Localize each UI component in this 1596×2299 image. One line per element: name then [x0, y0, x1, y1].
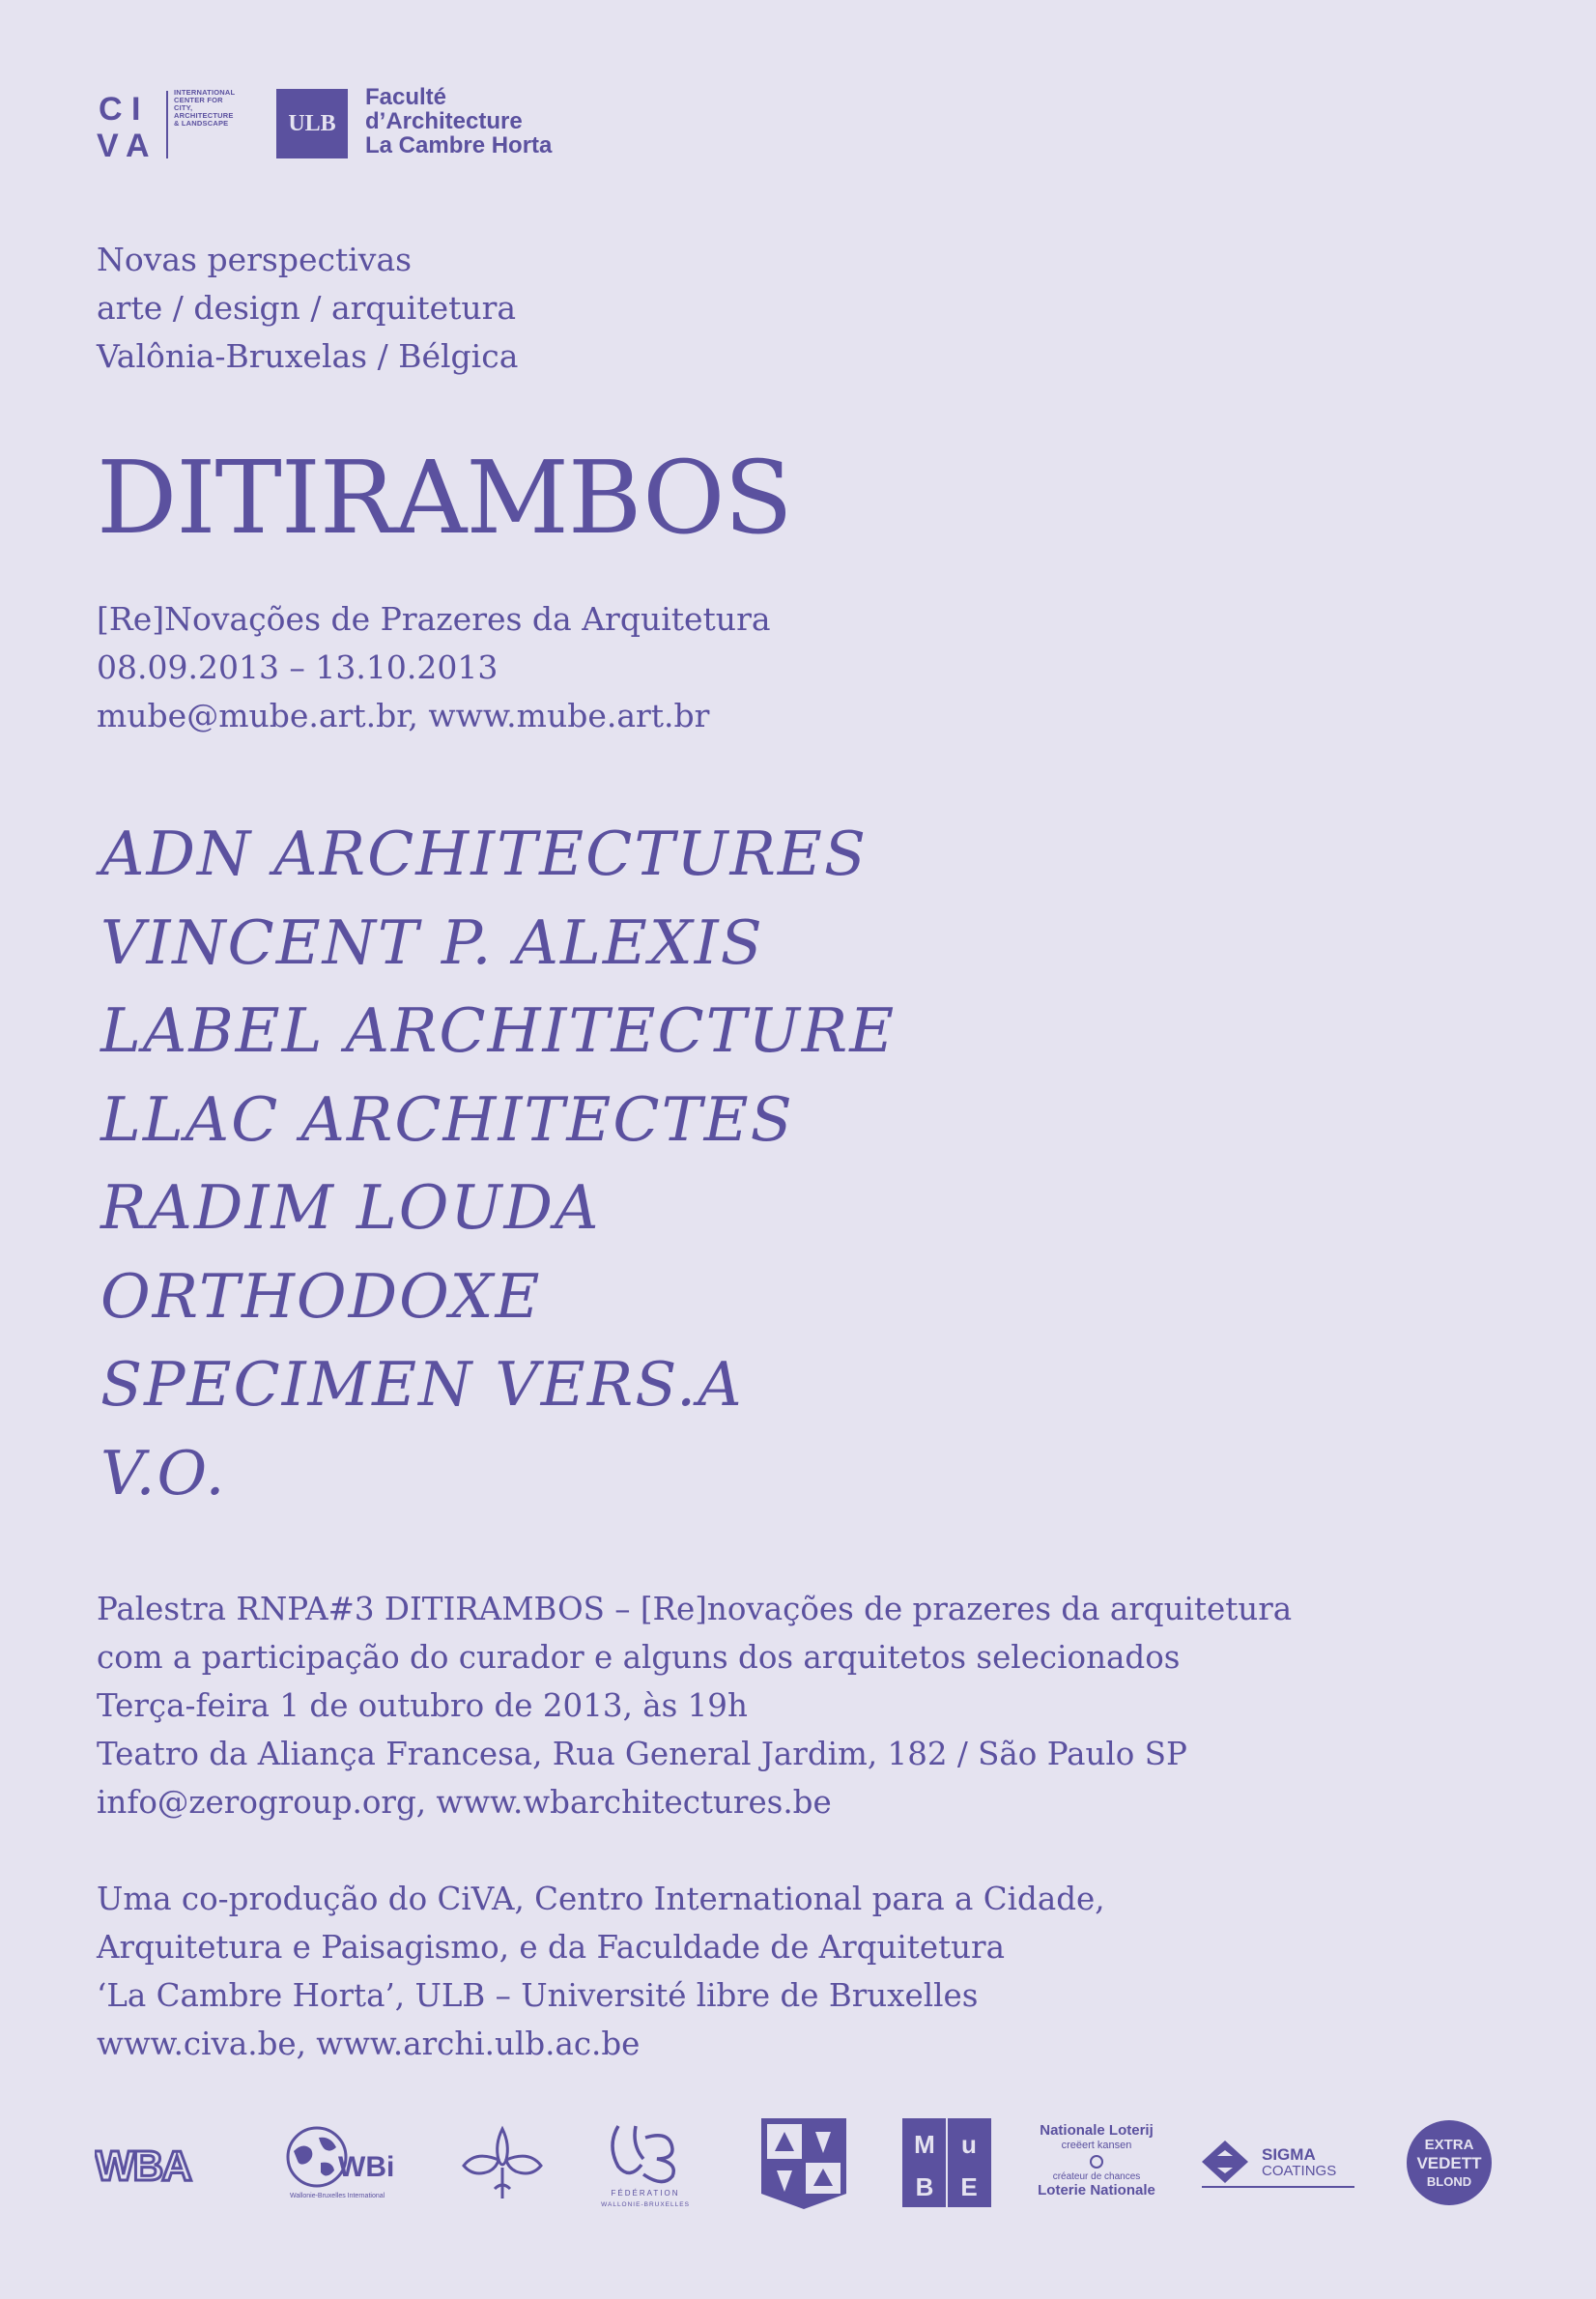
intro-line-2: arte / design / arquitetura [97, 289, 517, 327]
coproduction-line-2: Arquitetura e Paisagismo, e da Faculdade de Arquitetura [97, 1929, 1005, 1966]
coat-of-arms-logo [755, 2114, 852, 2211]
intro-block [97, 236, 518, 381]
loterij-line-2: creëert kansen [1061, 2140, 1132, 2151]
exhibition-details [97, 595, 771, 740]
architect-item: ORTHODOXE [100, 1260, 542, 1332]
vedett-line-3: BLOND [1426, 2174, 1472, 2189]
ulb-line-2: d’Architecture [365, 108, 523, 134]
lecture-line-2: com a participação do curador e alguns dos arquitetos selecionados [97, 1639, 1181, 1676]
vedett-line-2: VEDETT [1416, 2154, 1482, 2172]
loterij-line-4: Loterie Nationale [1038, 2182, 1155, 2198]
sigma-coatings-logo [1198, 2114, 1358, 2211]
lecture-contact[interactable]: info@zerogroup.org, www.wbarchitectures.be [97, 1784, 832, 1821]
architect-item: ADN ARCHITECTURES [100, 819, 869, 889]
lecture-line-3: Terça-feira 1 de outubro de 2013, às 19h [97, 1687, 748, 1724]
loterij-line-3: créateur de chances [1052, 2171, 1141, 2182]
ulb-line-3: La Cambre Horta [365, 132, 553, 158]
architect-list [100, 810, 896, 1517]
coproduction-line-3: ‘La Cambre Horta’, ULB – Université libre de Bruxelles [97, 1977, 979, 2014]
ulb-line-1: Faculté [365, 84, 447, 110]
civa-letter-c: C [99, 91, 123, 128]
mube-letter-m: M [914, 2130, 935, 2159]
coproduction-block [97, 1875, 1105, 2068]
iris-logo [456, 2114, 549, 2211]
federation-caption-1: FÉDÉRATION [611, 2189, 680, 2198]
intro-line-3: Valônia-Bruxelas / Bélgica [97, 337, 519, 375]
coproduction-line-1: Uma co-produção do CiVA, Centro International para a Cidade, [97, 1881, 1105, 1917]
sigma-line-1: SIGMA [1262, 2145, 1316, 2164]
architect-item: SPECIMEN VERS.A [100, 1349, 744, 1420]
nationale-loterij-logo [1038, 2114, 1155, 2211]
sigma-line-2: COATINGS [1262, 2163, 1337, 2179]
architect-item: LLAC ARCHITECTES [100, 1083, 794, 1155]
exhibition-subtitle: [Re]Novações de Prazeres da Arquitetura [97, 600, 771, 638]
federation-caption-2: WALLONIE-BRUXELLES [601, 2201, 690, 2208]
lecture-block [97, 1585, 1292, 1826]
architect-item: VINCENT P. ALEXIS [100, 906, 764, 978]
architect-item: V.O. [100, 1437, 227, 1509]
vedett-line-1: EXTRA [1424, 2137, 1474, 2153]
ulb-badge: ULB [276, 89, 348, 158]
architect-item: LABEL ARCHITECTURE [100, 995, 897, 1066]
lecture-line-4: Teatro da Aliança Francesa, Rua General Jardim, 182 / São Paulo SP [97, 1736, 1187, 1772]
mube-logo [900, 2114, 993, 2211]
intro-line-1: Novas perspectivas [97, 241, 413, 278]
wba-logo [95, 2114, 240, 2211]
coproduction-links[interactable]: www.civa.be, www.archi.ulb.ac.be [97, 2026, 641, 2062]
wbi-caption: Wallonie-Bruxelles International [290, 2193, 385, 2199]
civa-logo [97, 89, 242, 160]
mube-letter-e: E [960, 2172, 978, 2201]
wbi-logo [282, 2114, 408, 2211]
lecture-line-1: Palestra RNPA#3 DITIRAMBOS – [Re]novações de prazeres da arquitetura [97, 1591, 1293, 1627]
mube-letter-b: B [915, 2172, 934, 2201]
civa-subtitle: INTERNATIONAL CENTER FOR CITY, ARCHITECTURE & LANDSCAPE [174, 88, 236, 128]
civa-letter-v: V [97, 128, 119, 160]
civa-letter-a: A [126, 128, 150, 160]
wba-mark: WBA [95, 2142, 191, 2190]
ulb-faculty-name [365, 85, 552, 158]
civa-divider [166, 91, 168, 158]
loterij-line-1: Nationale Loterij [1040, 2122, 1154, 2139]
wbi-mark: WBi [338, 2151, 395, 2183]
exhibition-contact[interactable]: mube@mube.art.br, www.mube.art.br [97, 697, 710, 734]
exhibition-title: DITIRAMBOS [97, 439, 792, 557]
exhibition-dates: 08.09.2013 – 13.10.2013 [97, 648, 499, 686]
mube-letter-u: u [961, 2130, 977, 2159]
extra-vedett-blond-logo [1403, 2114, 1496, 2211]
federation-wallonie-bruxelles-logo [597, 2114, 694, 2211]
civa-letters-mark [97, 89, 155, 160]
architect-item: RADIM LOUDA [100, 1172, 601, 1243]
civa-letter-i: I [131, 91, 141, 128]
